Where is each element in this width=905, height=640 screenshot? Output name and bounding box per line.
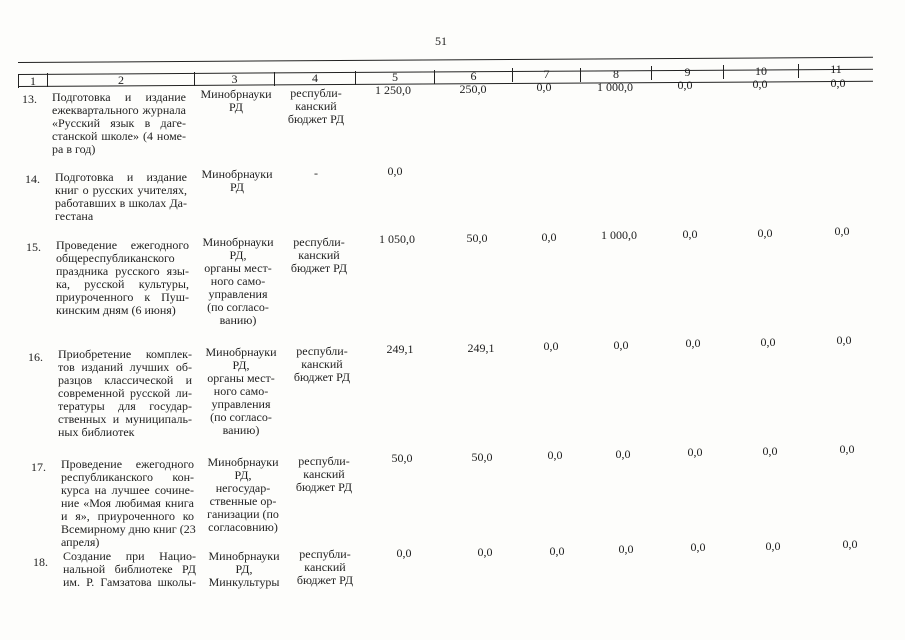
value-total: 249,1: [386, 342, 414, 356]
value-year-5: 0,0: [752, 77, 768, 91]
header-col-8: 8: [613, 67, 619, 81]
value-year-1: 50,0: [471, 450, 493, 464]
col-divider: [18, 74, 19, 88]
value-total: 1 250,0: [375, 83, 411, 97]
header-col-5: 5: [392, 70, 398, 84]
value-year-3: 0,0: [615, 447, 631, 461]
value-year-3: 0,0: [618, 542, 634, 556]
value-year-2: 0,0: [543, 339, 559, 353]
value-total: 0,0: [387, 164, 403, 178]
header-col-7: 7: [543, 67, 550, 81]
row-funding-source: республи- канский бюджет РД: [287, 86, 345, 126]
value-year-5: 0,0: [765, 539, 781, 553]
value-year-3: 1 000,0: [597, 80, 633, 94]
value-year-4: 0,0: [677, 78, 693, 92]
header-col-10: 10: [755, 64, 767, 78]
value-year-2: 0,0: [536, 80, 552, 94]
value-total: 0,0: [396, 546, 412, 560]
value-year-6: 0,0: [836, 333, 852, 347]
row-number: 15.: [26, 240, 41, 254]
value-year-6: 0,0: [834, 224, 850, 238]
value-year-1: 0,0: [477, 545, 493, 559]
value-year-3: 0,0: [613, 338, 629, 352]
header-col-2: 2: [118, 73, 124, 87]
row-funding-source: республи- канский бюджет РД: [296, 547, 354, 587]
value-year-2: 0,0: [547, 448, 563, 462]
value-total: 50,0: [391, 451, 413, 465]
value-year-4: 0,0: [687, 445, 703, 459]
value-year-4: 0,0: [682, 227, 698, 241]
value-year-1: 250,0: [459, 82, 487, 96]
value-year-6: 0,0: [839, 442, 855, 456]
value-year-2: 0,0: [541, 230, 557, 244]
row-number: 18.: [33, 555, 48, 569]
value-year-1: 50,0: [466, 231, 488, 245]
row-description: Подготовка и издание ежеквартального журнала «Русский язык в даге- станской школе» (4 номе- ра в год): [52, 90, 186, 156]
row-description: Создание при Нацио- нальной библиотеке РД им. Р. Гамзатова школы-: [63, 549, 196, 589]
row-description: Приобретение комплек- тов изданий лучших об- разцов классической и современной русской ли- тературы для государ- ственных и муниципаль- ных библиотек: [58, 347, 192, 439]
value-total: 1 050,0: [379, 232, 415, 246]
row-executor: Минобрнауки РД: [201, 167, 273, 194]
value-year-1: 249,1: [467, 341, 495, 355]
row-executor: Минобрнауки РД, Минкультуры: [208, 549, 280, 589]
value-year-5: 0,0: [762, 444, 778, 458]
value-year-5: 0,0: [760, 335, 776, 349]
row-executor: Минобрнауки РД, негосудар- ственные ор- ганизации (по согласовнию): [207, 455, 279, 534]
header-top-line: [18, 57, 873, 63]
row-description: Подготовка и издание книг о русских учителях, работавших в школах Да- гестана: [55, 170, 187, 223]
row-description: Проведение ежегодного республиканского кон- курса на лучшее сочине- ние «Моя любимая книга и я», приуроченного ко Всемирному дню книг (23 апреля): [61, 457, 196, 549]
value-year-2: 0,0: [549, 544, 565, 558]
row-number: 17.: [31, 460, 46, 474]
value-year-6: 0,0: [830, 76, 846, 90]
value-year-4: 0,0: [685, 336, 701, 350]
row-number: 13.: [22, 92, 37, 106]
header-col-1: 1: [30, 74, 36, 88]
row-executor: Минобрнауки РД, органы мест- ного само- управления (по согласо- ванию): [202, 235, 274, 327]
value-year-6: 0,0: [842, 537, 858, 551]
value-year-4: 0,0: [690, 540, 706, 554]
row-description: Проведение ежегодного общереспубликанского праздника русского язы- ка, русской культуры, приуроченного к Пуш- кинским дням (6 июня): [56, 238, 189, 317]
row-funding-source: республи- канский бюджет РД: [290, 235, 348, 275]
row-executor: Минобрнауки РД: [200, 87, 272, 114]
value-year-3: 1 000,0: [601, 228, 637, 242]
header-col-3: 3: [231, 72, 238, 86]
header-col-4: 4: [312, 71, 318, 85]
header-col-6: 6: [470, 69, 477, 83]
row-number: 16.: [28, 350, 43, 364]
row-funding-source: республи- канский бюджет РД: [295, 454, 353, 494]
header-col-11: 11: [830, 62, 842, 76]
page-number: 51: [435, 34, 447, 48]
value-year-5: 0,0: [757, 226, 773, 240]
row-funding-source: -: [314, 166, 318, 180]
row-number: 14.: [25, 172, 40, 186]
row-executor: Минобрнауки РД, органы мест- ного само- управления (по согласо- ванию): [205, 345, 277, 437]
header-col-9: 9: [684, 65, 691, 79]
row-funding-source: республи- канский бюджет РД: [293, 344, 351, 384]
